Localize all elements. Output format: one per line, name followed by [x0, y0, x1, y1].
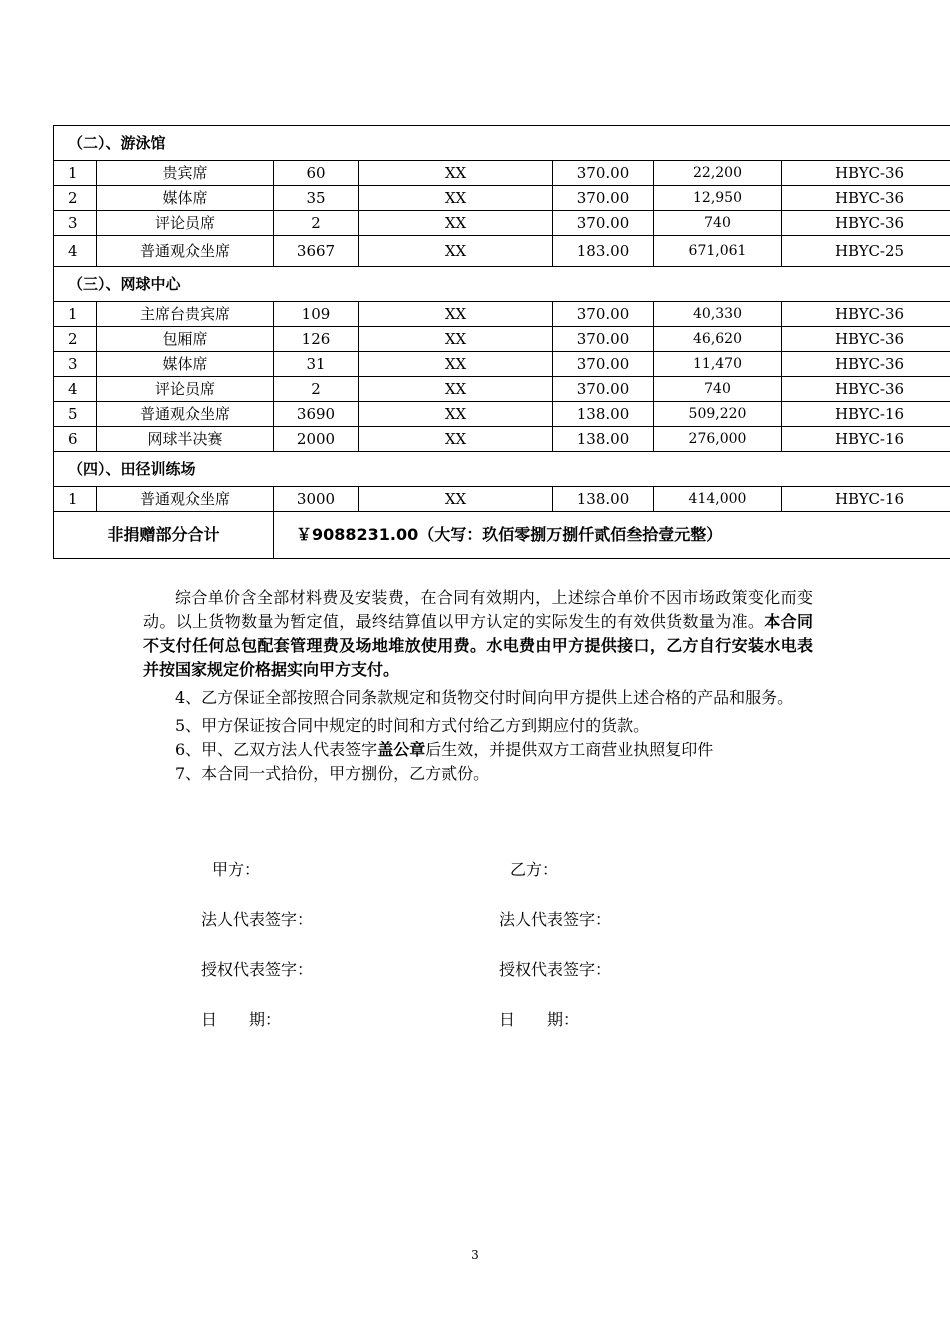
quantity-cell: 126 [274, 327, 359, 352]
unit-price-cell: 370.00 [553, 302, 654, 327]
unit-price-cell: 370.00 [553, 161, 654, 186]
table-row [54, 327, 950, 352]
contract-terms [143, 586, 813, 786]
amount-cell: 12,950 [654, 186, 782, 211]
unit-cell: XX [359, 427, 553, 452]
item-name-cell: 媒体席 [97, 186, 274, 211]
table-row [54, 161, 950, 186]
row-index-cell: 2 [54, 327, 97, 352]
table-row [54, 236, 950, 267]
term-3-text: 综合单价含全部材料费及安装费，在合同有效期内，上述综合单价不因市场政策变化而变动。以上货物数量为暂定值，最终结算值以甲方认定的实际发生的有效供货数量为准。 [143, 588, 813, 631]
unit-cell: XX [359, 327, 553, 352]
party-b-label: 乙方： [510, 860, 559, 879]
term-paragraph-6 [143, 738, 813, 762]
section-header-row [54, 452, 950, 487]
term-3-bold-text: 本合同不支付任何总包配套管理费及场地堆放使用费。水电费由甲方提供接口，乙方自行安装水电表并按国家规定价格据实向甲方支付。 [143, 612, 813, 679]
party-a-legal-rep-signature: 法人代表签字： [201, 910, 314, 929]
item-name-cell: 主席台贵宾席 [97, 302, 274, 327]
model-code-cell: HBYC-16 [782, 487, 950, 512]
page-number: 3 [471, 1248, 479, 1262]
total-label: 非捐赠部分合计 [54, 512, 274, 559]
row-index-cell: 1 [54, 302, 97, 327]
unit-cell: XX [359, 211, 553, 236]
party-a-auth-rep-signature: 授权代表签字： [201, 960, 314, 979]
item-name-cell: 普通观众坐席 [97, 402, 274, 427]
unit-cell: XX [359, 352, 553, 377]
price-table-body [54, 126, 950, 559]
section-title: （四）、田径训练场 [54, 452, 950, 487]
party-b-auth-rep-signature: 授权代表签字： [499, 960, 612, 979]
party-b-date: 日 期： [499, 1010, 580, 1029]
quantity-cell: 3667 [274, 236, 359, 267]
row-index-cell: 4 [54, 377, 97, 402]
amount-cell: 414,000 [654, 487, 782, 512]
quantity-cell: 109 [274, 302, 359, 327]
amount-cell: 11,470 [654, 352, 782, 377]
section-title: （三）、网球中心 [54, 267, 950, 302]
row-index-cell: 2 [54, 186, 97, 211]
row-index-cell: 4 [54, 236, 97, 267]
unit-price-cell: 370.00 [553, 211, 654, 236]
quantity-cell: 35 [274, 186, 359, 211]
amount-cell: 740 [654, 377, 782, 402]
unit-price-cell: 370.00 [553, 327, 654, 352]
quantity-cell: 31 [274, 352, 359, 377]
model-code-cell: HBYC-25 [782, 236, 950, 267]
term-paragraph-7: 7、本合同一式拾份，甲方捌份，乙方贰份。 [175, 764, 490, 783]
table-row [54, 487, 950, 512]
model-code-cell: HBYC-36 [782, 211, 950, 236]
unit-cell: XX [359, 377, 553, 402]
price-table [53, 125, 950, 559]
row-index-cell: 1 [54, 161, 97, 186]
row-index-cell: 3 [54, 211, 97, 236]
unit-price-cell: 370.00 [553, 377, 654, 402]
quantity-cell: 2 [274, 377, 359, 402]
unit-price-cell: 370.00 [553, 352, 654, 377]
amount-cell: 740 [654, 211, 782, 236]
table-row [54, 302, 950, 327]
party-a-label: 甲方： [212, 860, 261, 879]
term-6-text-b: 后生效，并提供双方工商营业执照复印件 [425, 740, 714, 759]
quantity-cell: 60 [274, 161, 359, 186]
table-row [54, 377, 950, 402]
table-row [54, 211, 950, 236]
quantity-cell: 2000 [274, 427, 359, 452]
table-row [54, 186, 950, 211]
unit-cell: XX [359, 161, 553, 186]
unit-cell: XX [359, 186, 553, 211]
table-row [54, 427, 950, 452]
model-code-cell: HBYC-16 [782, 427, 950, 452]
row-index-cell: 5 [54, 402, 97, 427]
unit-price-cell: 183.00 [553, 236, 654, 267]
item-name-cell: 评论员席 [97, 377, 274, 402]
model-code-cell: HBYC-36 [782, 352, 950, 377]
party-b-legal-rep-signature: 法人代表签字： [499, 910, 612, 929]
amount-cell: 671,061 [654, 236, 782, 267]
table-row [54, 402, 950, 427]
row-index-cell: 3 [54, 352, 97, 377]
quantity-cell: 2 [274, 211, 359, 236]
item-name-cell: 普通观众坐席 [97, 487, 274, 512]
unit-price-cell: 138.00 [553, 427, 654, 452]
quantity-cell: 3690 [274, 402, 359, 427]
unit-cell: XX [359, 236, 553, 267]
table-row [54, 352, 950, 377]
amount-cell: 276,000 [654, 427, 782, 452]
unit-price-cell: 370.00 [553, 186, 654, 211]
model-code-cell: HBYC-36 [782, 186, 950, 211]
section-header-row [54, 126, 950, 161]
quantity-cell: 3000 [274, 487, 359, 512]
section-header-row [54, 267, 950, 302]
model-code-cell: HBYC-36 [782, 161, 950, 186]
item-name-cell: 媒体席 [97, 352, 274, 377]
term-paragraph-3 [143, 586, 813, 682]
unit-cell: XX [359, 487, 553, 512]
term-paragraph-4: 4、乙方保证全部按照合同条款规定和货物交付时间向甲方提供上述合格的产品和服务。 [175, 688, 794, 707]
amount-cell: 46,620 [654, 327, 782, 352]
unit-cell: XX [359, 302, 553, 327]
section-title: （二）、游泳馆 [54, 126, 950, 161]
row-index-cell: 6 [54, 427, 97, 452]
amount-cell: 40,330 [654, 302, 782, 327]
party-a-date: 日 期： [201, 1010, 282, 1029]
model-code-cell: HBYC-36 [782, 302, 950, 327]
item-name-cell: 网球半决赛 [97, 427, 274, 452]
total-value: ￥9088231.00（大写：玖佰零捌万捌仟贰佰叁拾壹元整） [274, 512, 950, 559]
unit-price-cell: 138.00 [553, 487, 654, 512]
term-6-text-a: 6、甲、乙双方法人代表签字 [175, 740, 378, 759]
item-name-cell: 包厢席 [97, 327, 274, 352]
term-6-bold-text: 盖公章 [377, 740, 426, 759]
item-name-cell: 评论员席 [97, 211, 274, 236]
unit-cell: XX [359, 402, 553, 427]
item-name-cell: 普通观众坐席 [97, 236, 274, 267]
item-name-cell: 贵宾席 [97, 161, 274, 186]
row-index-cell: 1 [54, 487, 97, 512]
model-code-cell: HBYC-36 [782, 377, 950, 402]
model-code-cell: HBYC-16 [782, 402, 950, 427]
model-code-cell: HBYC-36 [782, 327, 950, 352]
term-paragraph-5: 5、甲方保证按合同中规定的时间和方式付给乙方到期应付的货款。 [175, 716, 650, 735]
amount-cell: 509,220 [654, 402, 782, 427]
unit-price-cell: 138.00 [553, 402, 654, 427]
total-row [54, 512, 950, 559]
amount-cell: 22,200 [654, 161, 782, 186]
